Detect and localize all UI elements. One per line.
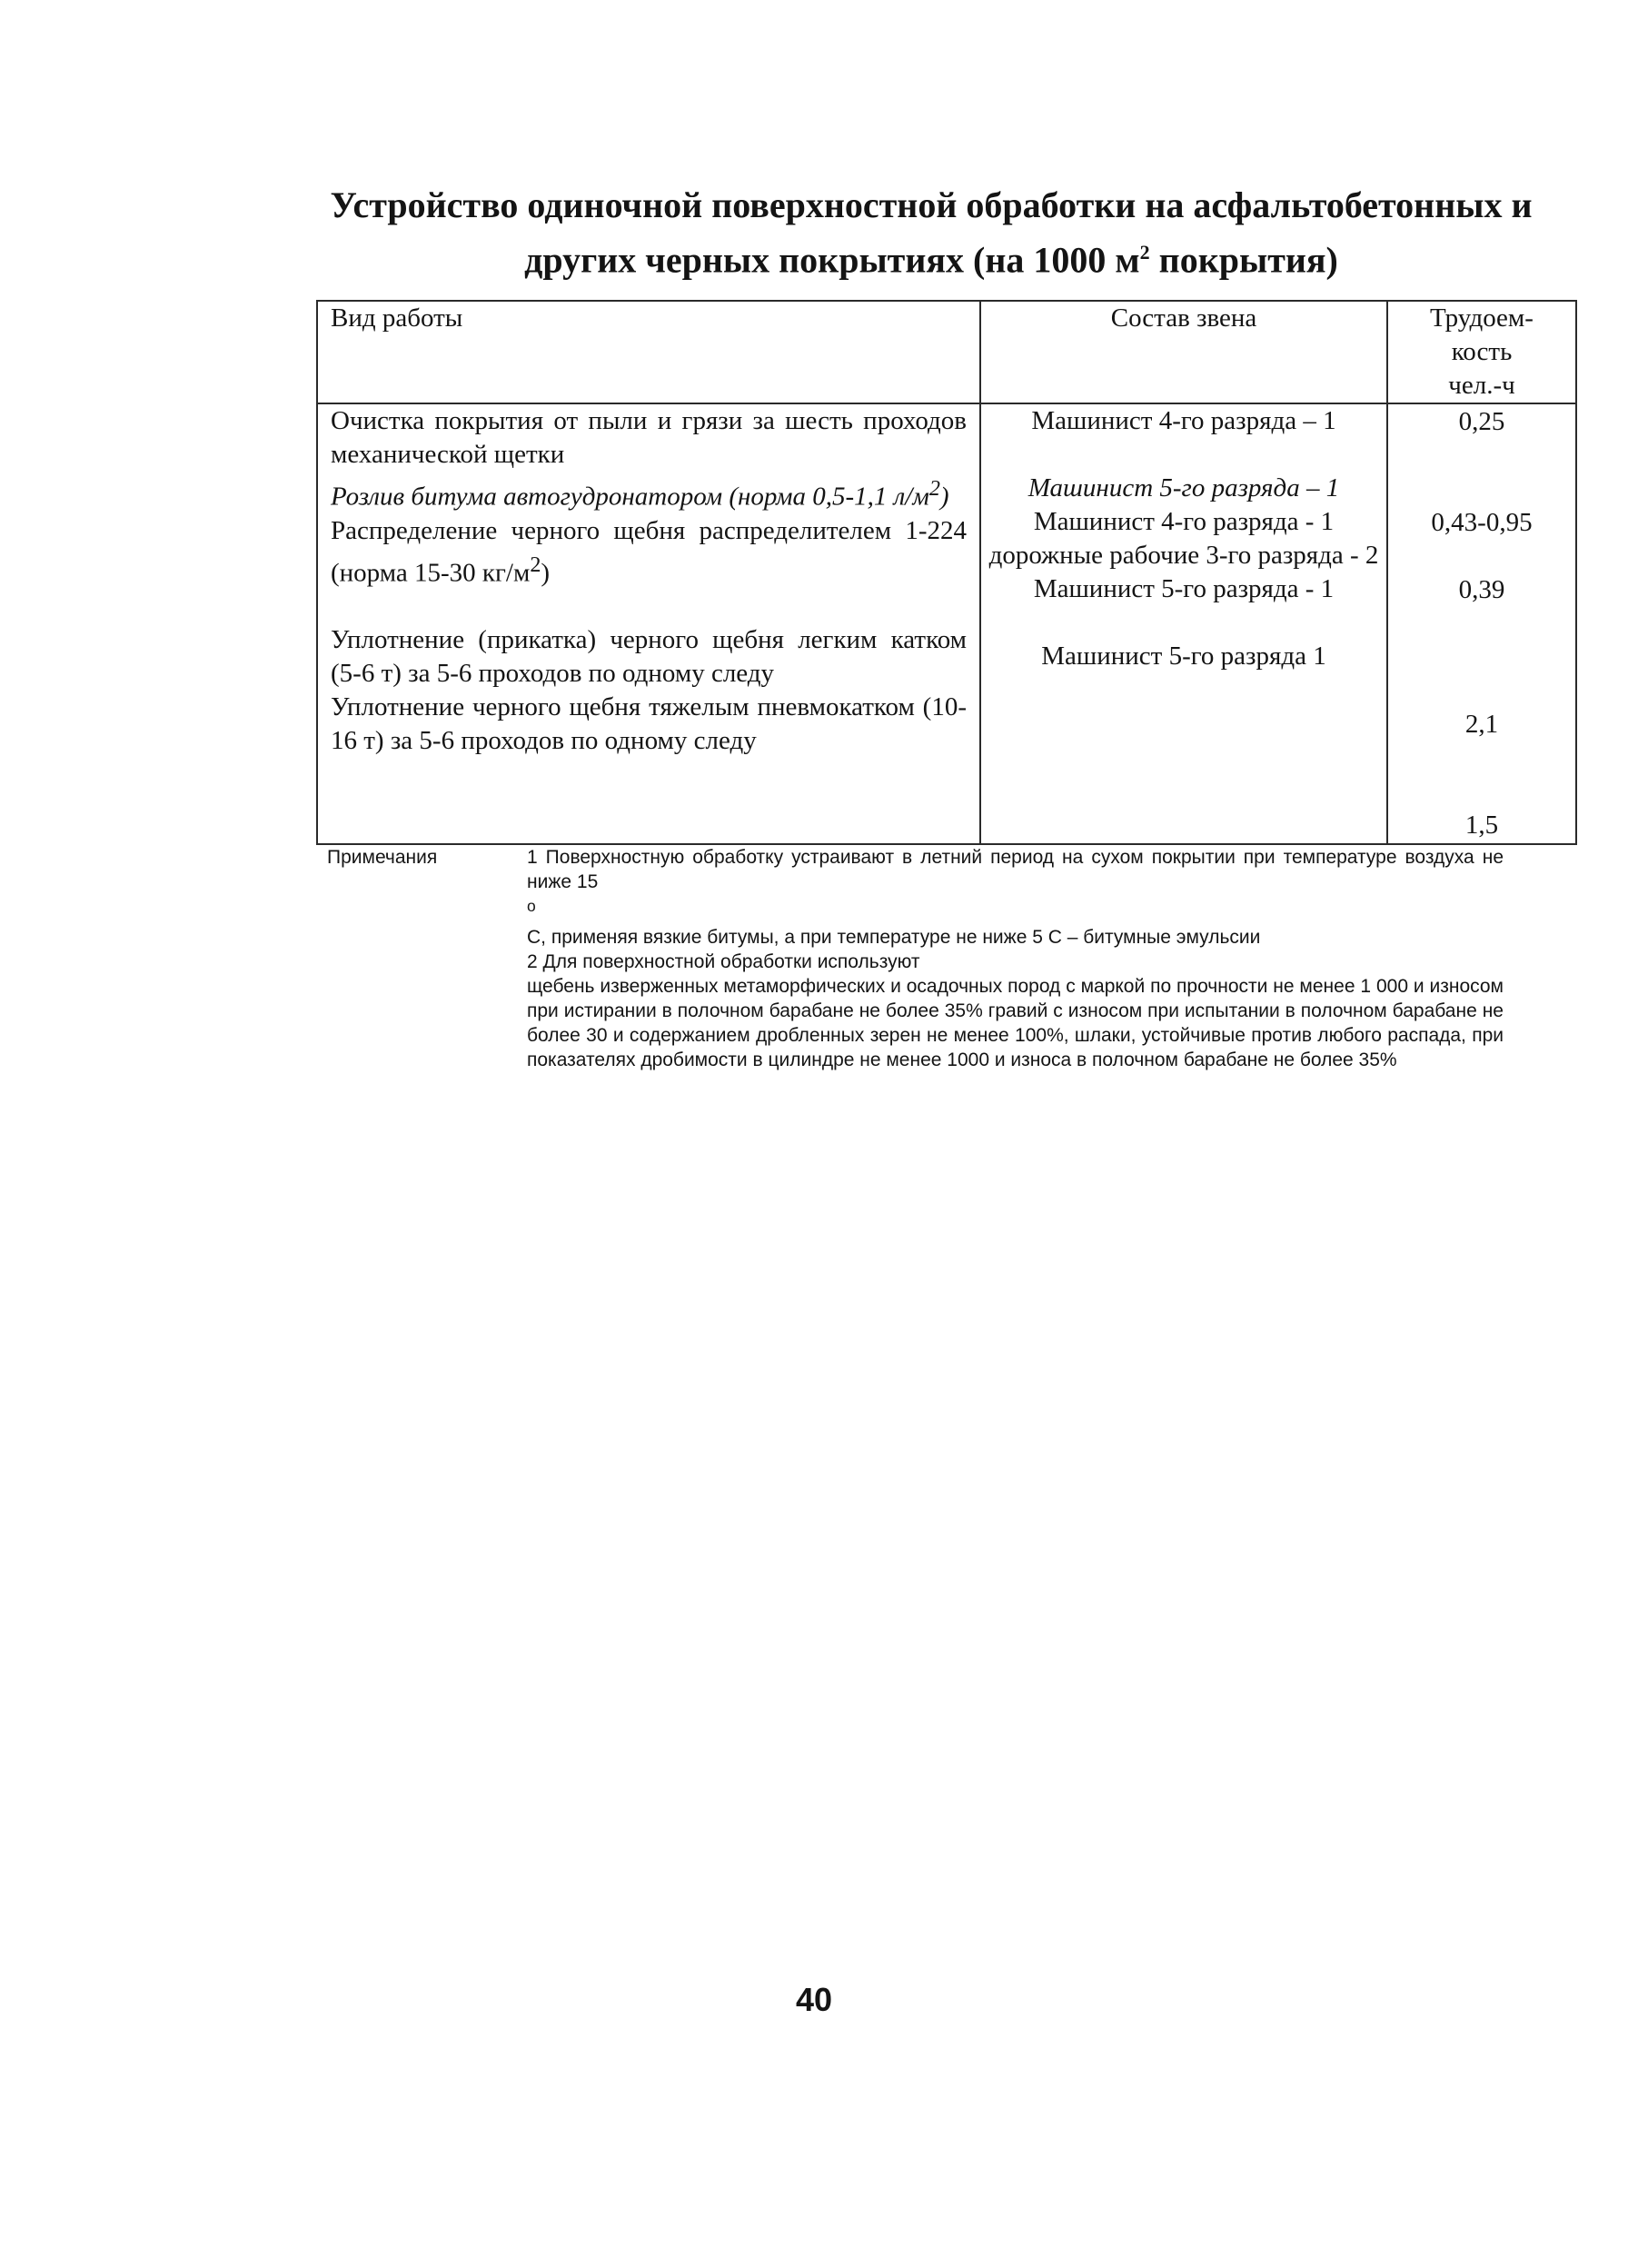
spacer	[1389, 540, 1574, 573]
spacer	[988, 606, 1379, 640]
work-bitumen-sup: 2	[928, 476, 940, 501]
work-gravel-text: Распределение черного щебня распределителем 1-224 (норма 15-30 кг/м	[331, 515, 967, 588]
crew-cell	[980, 403, 1387, 844]
spacer	[988, 438, 1379, 472]
note-1-end: С, применяя вязкие битумы, а при температуре не ниже 5 С – битумные эмульсии	[527, 927, 1261, 948]
labor-light-roller: 2,1	[1464, 710, 1499, 739]
crew-cleaning: Машинист 4-го разряда – 1	[1031, 406, 1336, 435]
spacer	[1389, 439, 1574, 472]
labor-table	[316, 300, 1577, 845]
spacer	[1389, 607, 1574, 641]
note-3: щебень изверженных метаморфических и осадочных пород с маркой по прочности не менее 1 000 и износом при истирании в полочном барабане не более 35% гравий с износом при испытании в полочном барабане не более 30 и содержанием дробленных зерен не менее 100%, шлаки, устойчивые против любого распада, при показателях дробимости в цилиндре не менее 1000 и износа в полочном барабане не более 35%	[527, 976, 1504, 1070]
crew-gravel-1: дорожные рабочие 3-го разряда - 2	[988, 541, 1379, 570]
title-line-2-text: других черных покрытиях (на 1000 м	[524, 239, 1140, 281]
spacer	[1389, 674, 1574, 708]
work-bitumen	[331, 472, 967, 514]
page-title	[327, 182, 1535, 284]
notes-label: Примечания	[327, 847, 438, 868]
work-cell	[317, 403, 980, 844]
note-1	[527, 845, 1504, 950]
work-gravel-end: )	[541, 558, 551, 588]
note-2: 2 Для поверхностной обработки используют	[527, 951, 920, 972]
labor-bitumen: 0,43-0,95	[1431, 508, 1533, 537]
spacer	[1389, 741, 1574, 775]
header-labor-line-3: чел.-ч	[1448, 371, 1515, 400]
spacer	[331, 590, 967, 623]
header-labor-line-1: Трудоем-	[1430, 303, 1534, 333]
header-labor	[1387, 301, 1576, 403]
work-bitumen-end: )	[939, 482, 949, 512]
spacer	[1389, 641, 1574, 674]
labor-cell	[1387, 403, 1576, 844]
work-bitumen-text: Розлив битума автогудронатором (норма 0,5-1,1 л/м	[331, 482, 929, 512]
labor-gravel: 0,39	[1458, 575, 1505, 604]
work-light-roller: Уплотнение (прикатка) черного щебня легким катком (5-6 т) за 5-6 проходов по одному следу	[331, 625, 967, 689]
spacer	[1389, 472, 1574, 506]
notes-section	[327, 845, 1508, 1072]
crew-gravel-2: Машинист 5-го разряда - 1	[1033, 574, 1335, 603]
labor-cleaning: 0,25	[1458, 407, 1505, 436]
work-gravel-sup: 2	[530, 552, 541, 577]
page-number: 40	[795, 1981, 833, 2018]
work-gravel	[331, 514, 967, 591]
header-work: Вид работы	[317, 301, 980, 403]
title-line-1: Устройство одиночной поверхностной обработки на асфальтобетонных и	[330, 184, 1533, 225]
title-line-2-end: покрытия)	[1149, 239, 1338, 281]
labor-heavy-roller: 1,5	[1464, 811, 1499, 840]
table-row	[317, 403, 1576, 844]
notes-body	[527, 845, 1504, 1072]
title-line-2	[327, 229, 1535, 284]
crew-bitumen-1: Машинист 5-го разряда – 1	[1027, 473, 1340, 502]
crew-bitumen-2: Машинист 4-го разряда - 1	[1033, 507, 1335, 536]
table-header-row	[317, 301, 1576, 403]
header-labor-line-2: кость	[1451, 337, 1513, 366]
note-1-degree: о	[527, 897, 536, 915]
title-superscript: 2	[1139, 241, 1150, 264]
header-crew: Состав звена	[980, 301, 1387, 403]
spacer	[1389, 775, 1574, 809]
crew-roller: Машинист 5-го разряда 1	[1041, 642, 1326, 671]
work-cleaning: Очистка покрытия от пыли и грязи за шесть проходов механической щетки	[331, 406, 967, 469]
work-heavy-roller: Уплотнение черного щебня тяжелым пневмокатком (10-16 т) за 5-6 проходов по одному следу	[331, 692, 967, 756]
note-1-text: 1 Поверхностную обработку устраивают в летний период на сухом покрытии при температуре воздуха не ниже 15	[527, 847, 1504, 892]
